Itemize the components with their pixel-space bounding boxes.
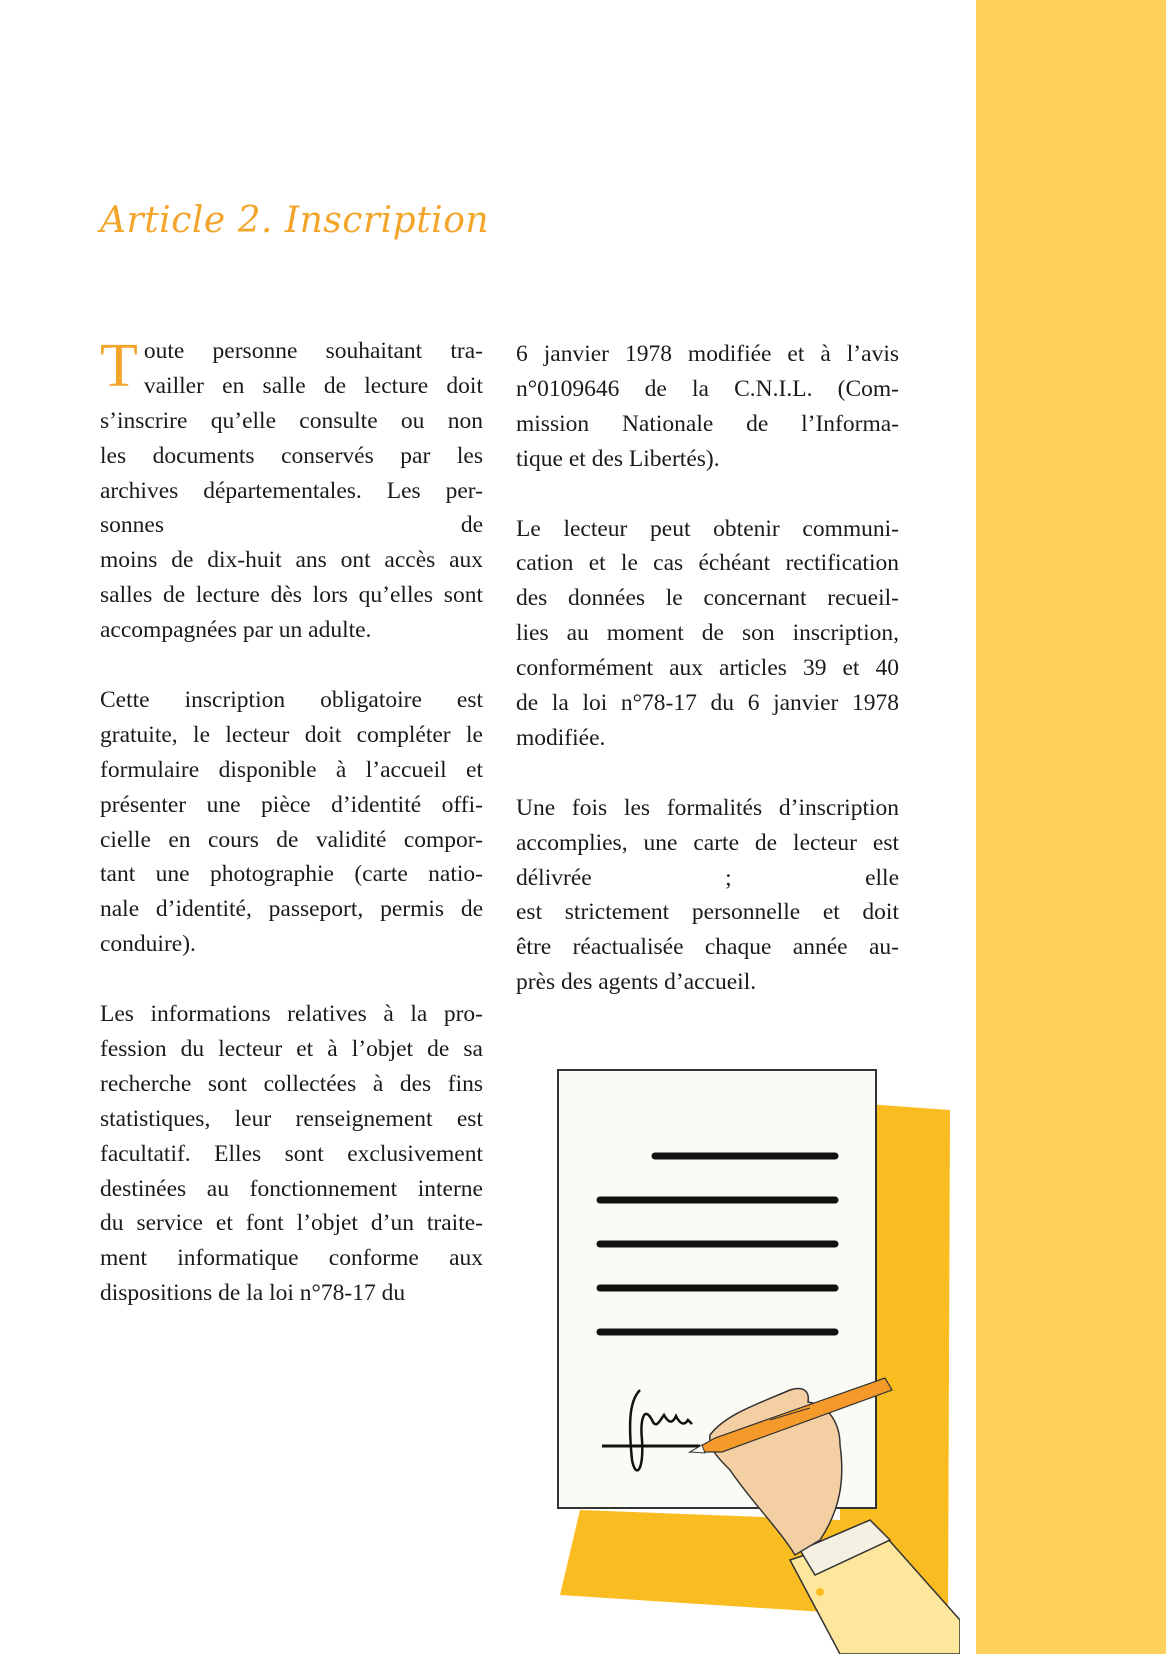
text-line: dispositions de la loi n°78-17 du <box>100 1280 406 1307</box>
text-line: tique et des Libertés). <box>516 445 720 472</box>
text-line: gratuite, le lecteur doit compléter le <box>100 721 483 748</box>
paragraph <box>100 683 483 962</box>
text-line: Les informations relatives à la pro- <box>100 1001 483 1028</box>
text-line: mission Nationale de l’Informa- <box>516 410 899 437</box>
paragraph <box>516 337 899 477</box>
text-line: Le lecteur peut obtenir communi- <box>516 515 899 542</box>
side-color-band <box>976 0 1166 1654</box>
text-line: des données le concernant recueil- <box>516 585 899 612</box>
text-line: destinées au fonctionnement interne <box>100 1175 483 1202</box>
text-line: sonnes de <box>100 512 483 539</box>
text-line: près des agents d’accueil. <box>516 969 757 996</box>
text-line: s’inscrire qu’elle consulte ou non <box>100 407 483 434</box>
text-line: Une fois les formalités d’inscription <box>516 794 899 821</box>
signing-document-icon <box>540 1060 960 1654</box>
text-line: être réactualisée chaque année au- <box>516 934 899 961</box>
text-line: conduire). <box>100 931 196 958</box>
text-line: recherche sont collectées à des fins <box>100 1070 483 1097</box>
text-line: nale d’identité, passeport, permis de <box>100 896 483 923</box>
text-line: ment informatique conforme aux <box>100 1245 483 1272</box>
paragraph <box>100 334 483 648</box>
text-line: statistiques, leur renseignement est <box>100 1105 483 1132</box>
drop-cap: T <box>100 332 138 400</box>
text-line: du service et font l’objet d’un traite- <box>100 1210 483 1237</box>
text-line: est strictement personnelle et doit <box>516 899 899 926</box>
left-column <box>100 334 483 1346</box>
text-line: fession du lecteur et à l’objet de sa <box>100 1036 483 1063</box>
text-line: modifiée. <box>516 724 606 751</box>
text-line: n°0109646 de la C.N.I.L. (Com- <box>516 375 899 402</box>
text-line: les documents conservés par les <box>100 442 483 469</box>
text-line: moins de dix-huit ans ont accès aux <box>100 547 483 574</box>
right-column <box>516 337 899 1035</box>
text-line: 6 janvier 1978 modifiée et à l’avis <box>516 341 899 367</box>
text-line: délivrée ; elle <box>516 864 899 891</box>
text-line: cation et le cas échéant rectification <box>516 550 899 577</box>
text-line: cielle en cours de validité compor- <box>100 826 483 853</box>
text-line: salles de lecture dès lors qu’elles sont <box>100 582 483 609</box>
text-line: archives départementales. Les per- <box>100 477 483 504</box>
text-line: formulaire disponible à l’accueil et <box>100 756 483 783</box>
paragraph <box>516 791 899 1000</box>
text-line: accompagnées par un adulte. <box>100 617 372 644</box>
text-line: tant une photographie (carte natio- <box>100 861 483 888</box>
text-line: Cette inscription obligatoire est <box>100 687 483 714</box>
text-line: facultatif. Elles sont exclusivement <box>100 1140 483 1167</box>
article-title: Article 2. Inscription <box>100 200 490 241</box>
text-line: vailler en salle de lecture doit <box>143 372 483 399</box>
text-line: accomplies, une carte de lecteur est <box>516 829 899 856</box>
text-line: oute personne souhaitant tra- <box>143 338 483 364</box>
text-line: présenter une pièce d’identité offi- <box>100 791 483 818</box>
text-line: conformément aux articles 39 et 40 <box>516 655 899 682</box>
text-line: de la loi n°78-17 du 6 janvier 1978 <box>516 690 899 717</box>
paragraph <box>516 512 899 756</box>
paragraph <box>100 997 483 1311</box>
text-line: lies au moment de son inscription, <box>516 620 899 647</box>
